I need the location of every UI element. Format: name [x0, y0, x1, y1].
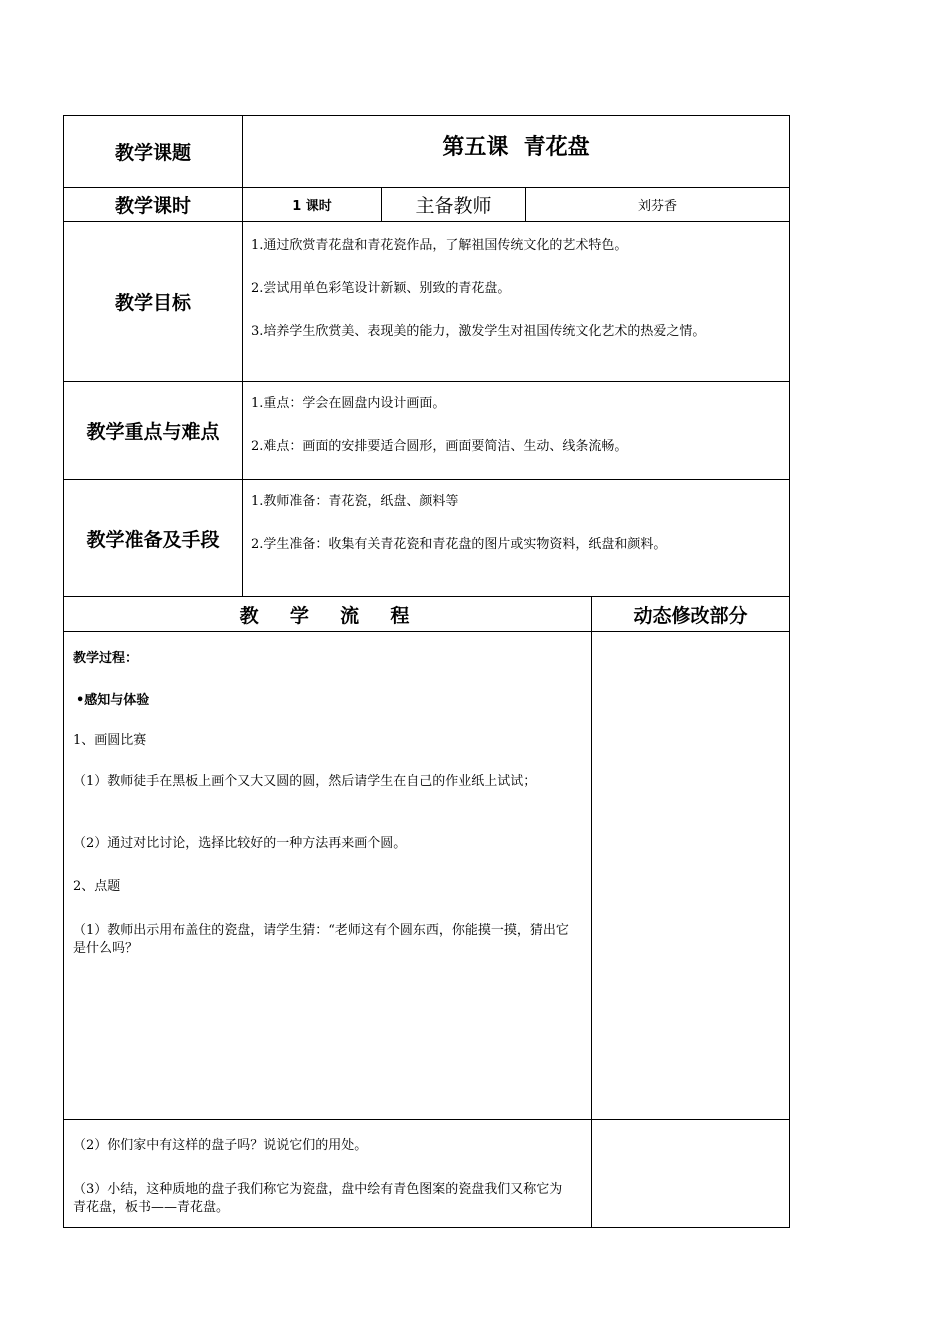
keypoints-label: 教学重点与难点	[86, 421, 220, 443]
section-title: •感知与体验	[76, 693, 150, 708]
preparation-label-cell	[63, 479, 243, 597]
step-item: （2）你们家中有这样的盘子吗？说说它们的用处。	[73, 1138, 368, 1153]
goal-item: 3.培养学生欣赏美、表现美的能力，激发学生对祖国传统文化艺术的热爱之情。	[251, 324, 706, 339]
process-title: 教学过程：	[73, 651, 139, 666]
keypoints-content-cell	[242, 381, 790, 480]
keypoint-item: 1.重点：学会在圆盘内设计画面。	[251, 396, 446, 411]
topic-label-cell	[63, 115, 243, 188]
goal-item: 2.尝试用单色彩笔设计新颖、别致的青花盘。	[251, 281, 511, 296]
step-item: （2）通过对比讨论，选择比较好的一种方法再来画个圆。	[73, 836, 407, 851]
step-heading: 2、点题	[73, 879, 121, 894]
teacher-name-cell	[525, 187, 790, 222]
hours-label-cell	[63, 187, 243, 222]
side-header: 动态修改部分	[633, 604, 748, 627]
preparation-label: 教学准备及手段	[86, 528, 220, 551]
step-item: （3）小结，这种质地的盘子我们称它为瓷盘，盘中绘有青色图案的瓷盘我们又称它为青花盘，板书——青花盘。	[73, 1182, 563, 1215]
flow-content-cell	[63, 1119, 592, 1228]
preparation-item: 1.教师准备：青花瓷，纸盘、颜料等	[251, 494, 459, 509]
goals-label: 教学目标	[114, 292, 191, 314]
side-content-cell	[591, 1119, 790, 1228]
flow-header: 教 学 流 程	[239, 604, 416, 627]
step-item: （1）教师徒手在黑板上画个又大又圆的圆，然后请学生在自己的作业纸上试试；	[73, 774, 537, 789]
goal-item: 1.通过欣赏青花盘和青花瓷作品，了解祖国传统文化的艺术特色。	[251, 238, 628, 253]
side-header-cell	[591, 596, 790, 632]
hours-value: 1 课时	[292, 199, 332, 214]
flow-content-cell	[63, 631, 592, 1120]
keypoint-item: 2.难点：画面的安排要适合圆形，画面要简洁、生动、线条流畅。	[251, 439, 628, 454]
keypoints-label-cell	[63, 381, 243, 480]
preparation-item: 2.学生准备：收集有关青花瓷和青花盘的图片或实物资料，纸盘和颜料。	[251, 537, 667, 552]
step-heading: 1、画圆比赛	[73, 733, 147, 748]
hours-label: 教学课时	[114, 195, 191, 217]
flow-header-cell	[63, 596, 592, 632]
teacher-label-cell	[381, 187, 526, 222]
goals-label-cell	[63, 221, 243, 382]
teacher-label: 主备教师	[415, 195, 492, 217]
teacher-name: 刘芬香	[637, 199, 677, 214]
topic-label: 教学课题	[114, 142, 191, 164]
side-content-cell	[591, 631, 790, 1120]
lesson-title: 第五课 青花盘	[442, 135, 590, 160]
topic-value-cell	[242, 115, 790, 188]
goals-content-cell	[242, 221, 790, 382]
step-item: （1）教师出示用布盖住的瓷盘，请学生猜：“老师这有个圆东西，你能摸一摸，猜出它是什么吗？	[73, 923, 569, 956]
hours-value-cell	[242, 187, 382, 222]
preparation-content-cell	[242, 479, 790, 597]
